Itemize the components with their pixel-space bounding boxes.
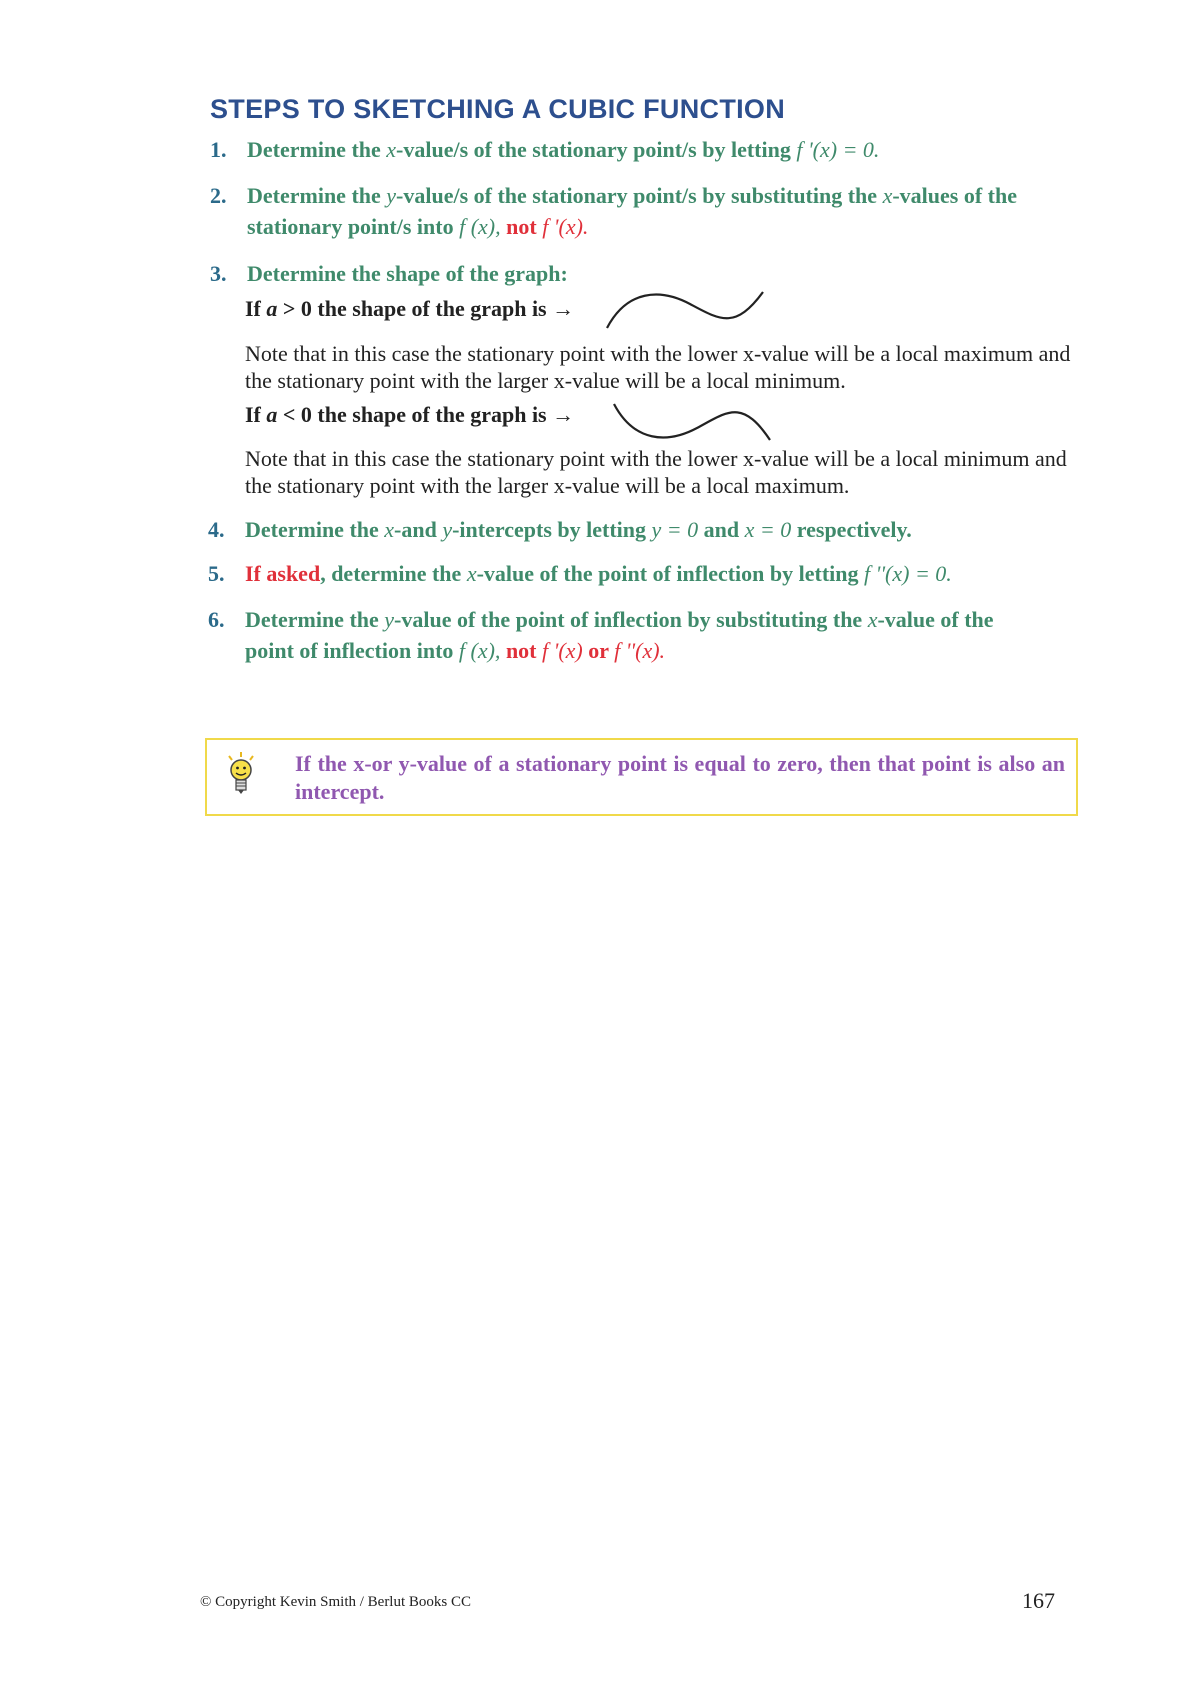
cubic-positive-curve-icon: [605, 290, 765, 330]
formula: f '(x) = 0.: [796, 137, 880, 162]
page-number: 167: [1022, 1588, 1055, 1613]
negative-a-shape: If a < 0 the shape of the graph is →: [245, 402, 575, 427]
step-text: Determine the x-and y-intercepts by letting y = 0 and x = 0 respectively.: [245, 517, 912, 542]
step-text: Determine the y-value/s of the stationary point/s by substituting the x-values of the stationary point/s into f (x), not f '(x).: [247, 183, 1017, 239]
step-number: 5.: [208, 561, 225, 586]
step-number: 6.: [208, 607, 225, 632]
step-text: Determine the y-value of the point of inflection by substituting the x-value of the point of inflection into f (x), not f '(x) or f ''(x).: [245, 607, 994, 663]
step-number: 3.: [210, 261, 227, 286]
formula: f ''(x) = 0.: [864, 561, 952, 586]
positive-a-shape: If a > 0 the shape of the graph is →: [245, 296, 575, 321]
step-number: 2.: [210, 183, 227, 208]
cubic-negative-curve-icon: [612, 402, 772, 444]
step-text: Determine the x-value/s of the stationary point/s by letting f '(x) = 0.: [247, 137, 880, 162]
lightbulb-icon: [221, 750, 261, 802]
step-number: 1.: [210, 137, 227, 162]
negative-a-note: Note that in this case the stationary point with the lower x-value will be a local minimum and the stationary point with the larger x-value will be a local maximum.: [245, 446, 1067, 498]
positive-a-note: Note that in this case the stationary point with the lower x-value will be a local maximum and the stationary point with the larger x-value will be a local minimum.: [245, 341, 1071, 393]
page-title: STEPS TO SKETCHING A CUBIC FUNCTION: [210, 94, 786, 124]
step-text: If asked, determine the x-value of the point of inflection by letting f ''(x) = 0.: [245, 561, 952, 586]
step-title: Determine the shape of the graph:: [247, 261, 568, 286]
tip-box: [205, 738, 1078, 816]
step-number: 4.: [208, 517, 225, 542]
copyright-notice: © Copyright Kevin Smith / Berlut Books CC: [200, 1594, 471, 1610]
tip-text: If the x-or y-value of a stationary point is equal to zero, then that point is also an intercept.: [295, 751, 1065, 804]
